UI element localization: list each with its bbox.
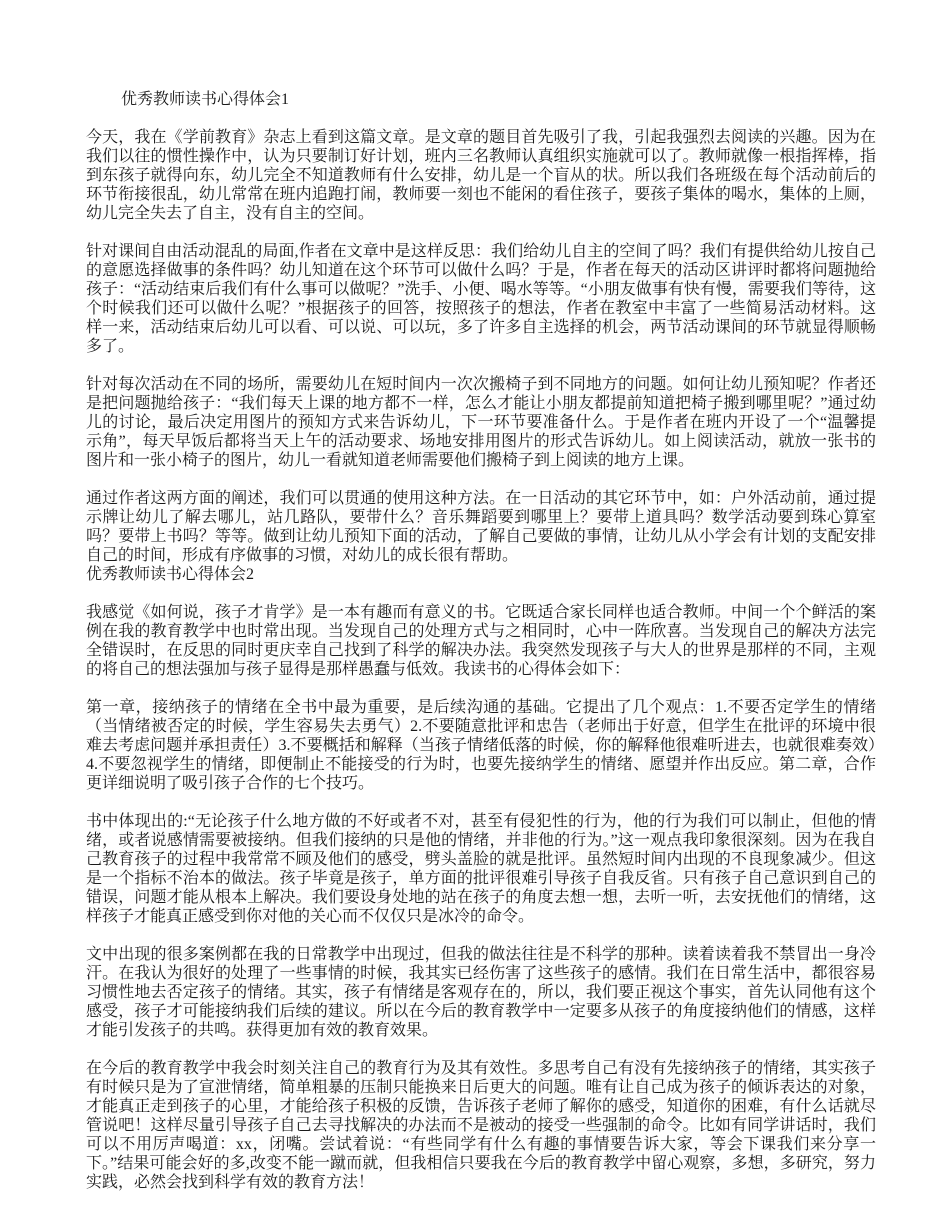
section-2-paragraph-5: 在今后的教育教学中我会时刻关注自己的教育行为及其有效性。多思考自己有没有先接纳孩子的情绪，其实孩子有时候只是为了宣泄情绪，简单粗暴的压制只能换来日后更大的问题。唯有让自己成为孩子的倾诉表达的对象，才能真正走到孩子的心里，才能给孩子积极的反馈，告诉孩子老师了解你的感受，知道你的困难，有什么话就尽管说吧！这样尽量引导孩子自己去寻找解决的办法而不是被动的接受一些强制的命令。比如有同学讲话时，我们可以不用厉声喝道：xx，闭嘴。尝试着说：“有些同学有什么有趣的事情要告诉大家，等会下课我们来分享一下。”结果可能会好的多,改变不能一蹴而就，但我相信只要我在今后的教育教学中留心观察，多想，多研究，努力实践，必然会找到科学有效的教育方法！: [86, 1060, 876, 1191]
section-2-paragraph-1: 我感觉《如何说，孩子才肯学》是一本有趣而有意义的书。它既适合家长同样也适合教师。中间一个个鲜活的案例在我的教育教学中也时常出现。当发现自己的处理方式与之相同时，心中一阵欣喜。当发现自己的解决方法完全错误时，在反思的同时更庆幸自己找到了科学的解决办法。我突然发现孩子与大人的世界是那样的不同，主观的将自己的想法强加与孩子显得是那样愚蠢与低效。我读书的心得体会如下：: [86, 604, 876, 678]
section-2-paragraph-2: 第一章，接纳孩子的情绪在全书中最为重要，是后续沟通的基础。它提出了几个观点：1.不要否定学生的情绪（当情绪被否定的时候，学生容易失去勇气）2.不要随意批评和忠告（老师出于好意，但学生在批评的环境中很难去考虑问题并承担责任）3.不要概括和解释（当孩子情绪低落的时候，你的解释他很难听进去，也就很难奏效）4.不要忽视学生的情绪，即便制止不能接受的行为时，也要先接纳学生的情绪、愿望并作出反应。第二章，合作更详细说明了吸引孩子合作的七个技巧。: [86, 699, 876, 792]
section-1-paragraph-3: 针对每次活动在不同的场所，需要幼儿在短时间内一次次搬椅子到不同地方的问题。如何让幼儿预知呢？作者还是把问题抛给孩子：“我们每天上课的地方都不一样，怎么才能让小朋友都提前知道把椅子搬到哪里呢？”通过幼儿的讨论，最后决定用图片的预知方式来告诉幼儿，下一环节要准备什么。于是作者在班内开设了一个“温馨提示角”，每天早饭后都将当天上午的活动要求、场地安排用图片的形式告诉幼儿。如上阅读活动，就放一张书的图片和一张小椅子的图片，幼儿一看就知道老师需要他们搬椅子到上阅读的地方上课。: [86, 376, 876, 469]
section-1-paragraph-1: 今天，我在《学前教育》杂志上看到这篇文章。是文章的题目首先吸引了我，引起我强烈去阅读的兴趣。因为在我们以往的惯性操作中，认为只要制订好计划，班内三名教师认真组织实施就可以了。教师就像一根指挥棒，指到东孩子就得向东，幼儿完全不知道教师有什么安排，幼儿是一个盲从的状。所以我们各班级在每个活动前后的环节衔接很乱，幼儿常常在班内追跑打闹，教师要一刻也不能闲的看住孩子，要孩子集体的喝水，集体的上厕，幼儿完全失去了自主，没有自主的空间。: [86, 129, 876, 222]
section-2-title: 优秀教师读书心得体会2: [86, 566, 255, 583]
section-2-paragraph-3: 书中体现出的:“无论孩子什么地方做的不好或者不对，甚至有侵犯性的行为，他的行为我们可以制止，但他的情绪，或者说感情需要被接纳。但我们接纳的只是他的情绪，并非他的行为。”这一观点我印象很深刻。因为在我自己教育孩子的过程中我常常不顾及他们的感受，劈头盖脸的就是批评。虽然短时间内出现的不良现象减少。但这是一个指标不治本的做法。孩子毕竟是孩子，单方面的批评很难引导孩子自我反省。只有孩子自己意识到自己的错误，问题才能从根本上解决。我们要设身处地的站在孩子的角度去想一想，去听一听，去安抚他们的情绪，这样孩子才能真正感受到你对他的关心而不仅仅只是冰冷的命令。: [86, 813, 876, 925]
section-2-paragraph-4: 文中出现的很多案例都在我的日常教学中出现过，但我的做法往往是不科学的那种。读着读着我不禁冒出一身冷汗。在我认为很好的处理了一些事情的时候，我其实已经伤害了这些孩子的感情。我们在日常生活中，都很容易习惯性地去否定孩子的情绪。其实，孩子有情绪是客观存在的，所以，我们要正视这个事实，首先认同他有这个感受，孩子才可能接纳我们后续的建议。所以在今后的教育教学中一定要多从孩子的角度接纳他们的情感，这样才能引发孩子的共鸣。获得更加有效的教育效果。: [86, 946, 876, 1039]
section-1-title: 优秀教师读书心得体会1: [121, 91, 290, 108]
section-1-paragraph-2: 针对课间自由活动混乱的局面,作者在文章中是这样反思：我们给幼儿自主的空间了吗？我们有提供给幼儿按自己的意愿选择做事的条件吗？幼儿知道在这个环节可以做什么吗？于是，作者在每天的活动区讲评时都将问题抛给孩子：“活动结束后我们有什么事可以做呢？”洗手、小便、喝水等等。“小朋友做事有快有慢，需要我们等待，这个时候我们还可以做什么呢？”根据孩子的回答，按照孩子的想法，作者在教室中丰富了一些简易活动材料。这样一来，活动结束后幼儿可以看、可以说、可以玩，多了许多自主选择的机会，两节活动课间的环节就显得顺畅多了。: [86, 243, 876, 355]
section-1-paragraph-4: 通过作者这两方面的阐述，我们可以贯通的使用这种方法。在一日活动的其它环节中，如：户外活动前，通过提示牌让幼儿了解去哪儿，站几路队，要带什么？音乐舞蹈要到哪里上？要带上道具吗？数学活动要到珠心算室吗？要带上书吗？等等。做到让幼儿预知下面的活动，了解自己要做的事情，让幼儿从小学会有计划的支配安排自己的时间，形成有序做事的习惯，对幼儿的成长很有帮助。: [86, 490, 876, 564]
